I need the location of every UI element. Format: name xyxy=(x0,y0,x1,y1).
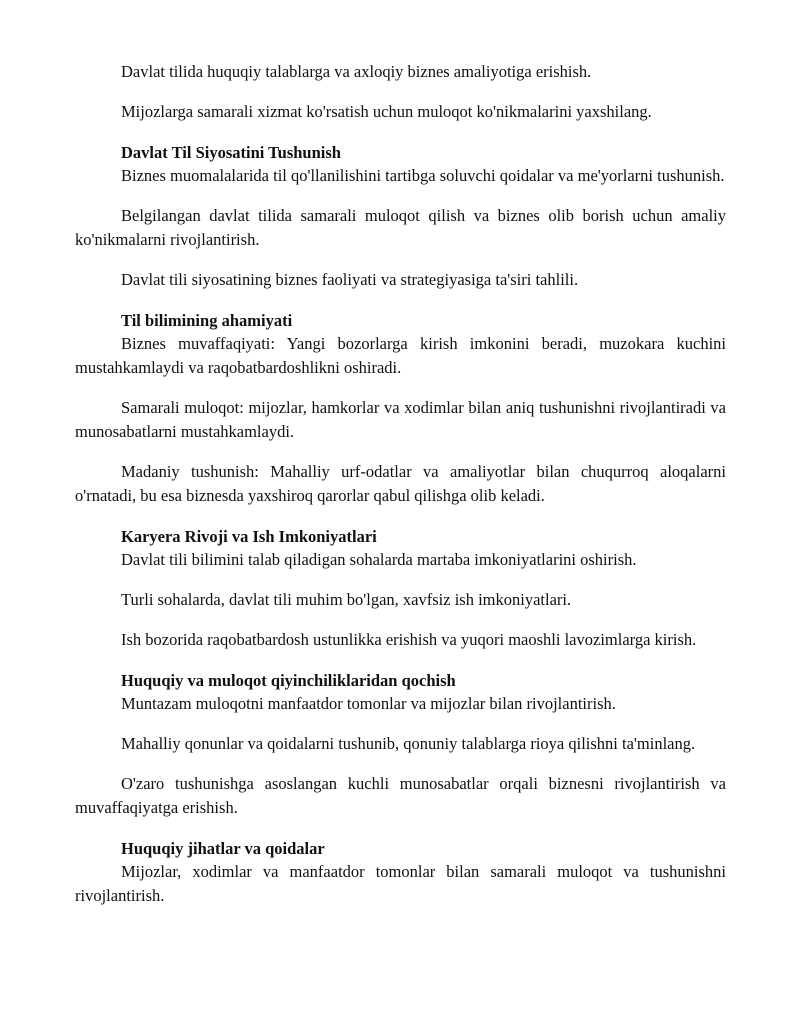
paragraph: Biznes muomalalarida til qo'llanilishini tartibga soluvchi qoidalar va me'yorlarni tushunish. xyxy=(121,166,725,185)
paragraph: O'zaro tushunishga asoslangan kuchli munosabatlar orqali biznesni rivojlantirish va muvaffaqiyatga erishish. xyxy=(75,774,726,817)
paragraph: Muntazam muloqotni manfaatdor tomonlar va mijozlar bilan rivojlantirish. xyxy=(121,694,616,713)
paragraph: Mijozlar, xodimlar va manfaatdor tomonlar bilan samarali muloqot va tushunishni rivojlantirish. xyxy=(75,862,726,905)
section-heading: Til bilimining ahamiyati xyxy=(121,311,293,330)
paragraph: Davlat tili siyosatining biznes faoliyati va strategiyasiga ta'siri tahlili. xyxy=(121,270,579,289)
document-page xyxy=(75,60,726,908)
paragraph: Mahalliy qonunlar va qoidalarni tushunib, qonuniy talablarga rioya qilishni ta'minlang. xyxy=(121,734,696,753)
paragraph: Samarali muloqot: mijozlar, hamkorlar va xodimlar bilan aniq tushunishni rivojlantiradi va munosabatlarni mustahkamlaydi. xyxy=(75,398,726,441)
paragraph: Biznes muvaffaqiyati: Yangi bozorlarga kirish imkonini beradi, muzokara kuchini mustahkamlaydi va raqobatbardoshlikni oshiradi. xyxy=(75,334,726,377)
paragraph: Davlat tili bilimini talab qiladigan sohalarda martaba imkoniyatlarini oshirish. xyxy=(121,550,637,569)
paragraph: Mijozlarga samarali xizmat ko'rsatish uchun muloqot ko'nikmalarini yaxshilang. xyxy=(121,102,652,121)
paragraph: Ish bozorida raqobatbardosh ustunlikka erishish va yuqori maoshli lavozimlarga kirish. xyxy=(121,630,697,649)
paragraph: Belgilangan davlat tilida samarali muloqot qilish va biznes olib borish uchun amaliy ko'nikmalarni rivojlantirish. xyxy=(75,206,726,249)
section-heading: Huquqiy va muloqot qiyinchiliklaridan qochish xyxy=(121,671,456,690)
section-heading: Davlat Til Siyosatini Tushunish xyxy=(121,143,341,162)
paragraph: Turli sohalarda, davlat tili muhim bo'lgan, xavfsiz ish imkoniyatlari. xyxy=(121,590,572,609)
section-heading: Huquqiy jihatlar va qoidalar xyxy=(121,839,325,858)
section-heading: Karyera Rivoji va Ish Imkoniyatlari xyxy=(121,527,377,546)
paragraph: Davlat tilida huquqiy talablarga va axloqiy biznes amaliyotiga erishish. xyxy=(121,62,592,81)
paragraph: Madaniy tushunish: Mahalliy urf-odatlar va amaliyotlar bilan chuqurroq aloqalarni o'rnatadi, bu esa biznesda yaxshiroq qarorlar qabul qilishga olib keladi. xyxy=(75,462,726,505)
